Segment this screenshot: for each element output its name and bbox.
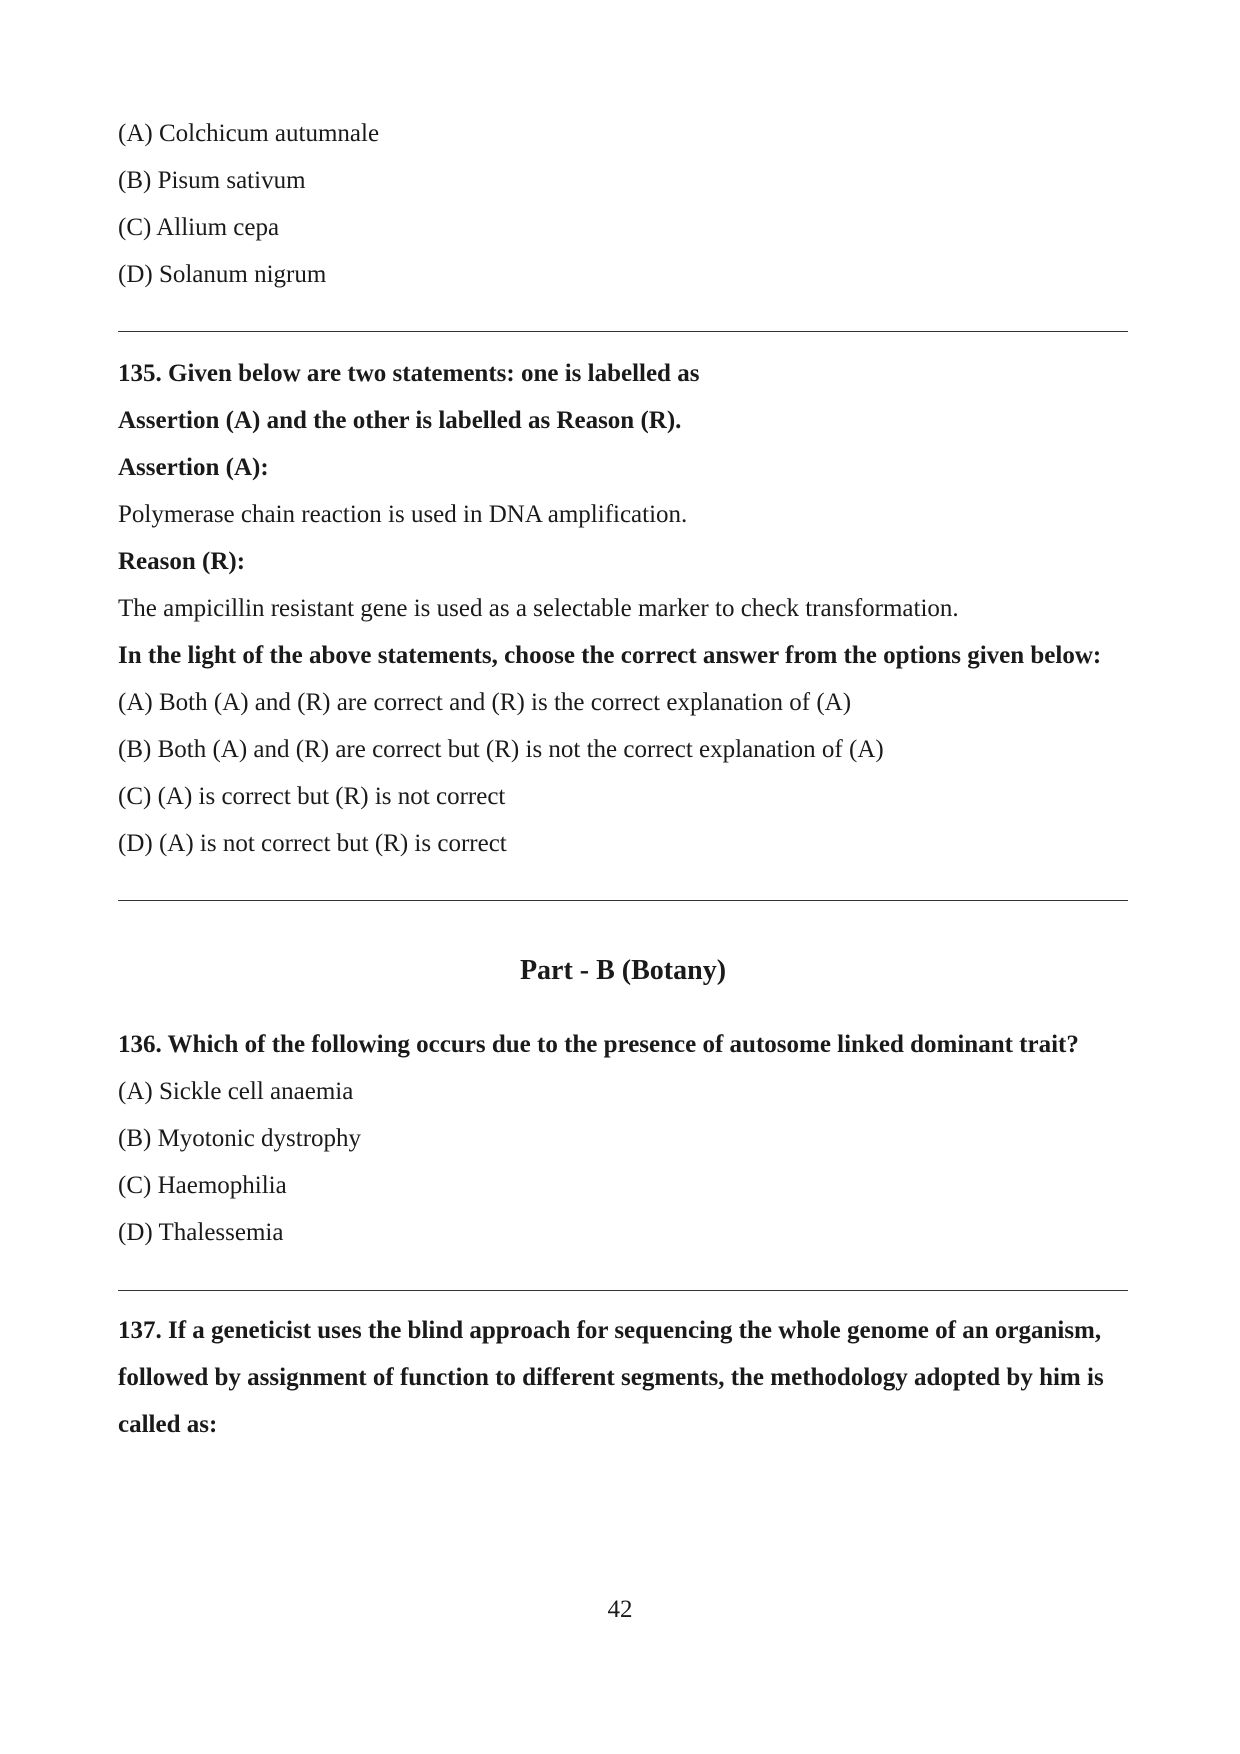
- section-heading: Part - B (Botany): [519, 955, 727, 986]
- q135-option-b: (B) Both (A) and (R) are correct but (R) is not the correct explanation of (A): [118, 736, 884, 763]
- exam-page: [118, 110, 1128, 1448]
- q135-option-d: (D) (A) is not correct but (R) is correct: [118, 830, 507, 857]
- q135-instruction: In the light of the above statements, choose the correct answer from the options given below:: [118, 642, 1102, 669]
- q135-reason-label: Reason (R):: [118, 548, 246, 575]
- divider: [118, 331, 1128, 332]
- divider: [118, 1290, 1128, 1291]
- q135-option-a: (A) Both (A) and (R) are correct and (R) is the correct explanation of (A): [118, 689, 852, 716]
- q135-option-c: (C) (A) is correct but (R) is not correct: [118, 783, 506, 810]
- q134-option-c: (C) Allium cepa: [118, 214, 280, 241]
- q134-options: [118, 110, 1128, 298]
- q137-stem: 137. If a geneticist uses the blind approach for sequencing the whole genome of an organism, followed by assignment of function to different segments, the methodology adopted by him is called as:: [118, 1317, 1104, 1438]
- question-135: [118, 350, 1128, 867]
- q135-assertion-label: Assertion (A):: [118, 454, 269, 481]
- q135-stem-line1: 135. Given below are two statements: one is labelled as: [118, 360, 700, 387]
- q136-option-d: (D) Thalessemia: [118, 1219, 284, 1246]
- divider: [118, 900, 1128, 901]
- question-137: [118, 1307, 1128, 1448]
- q135-assertion-text: Polymerase chain reaction is used in DNA amplification.: [118, 501, 688, 528]
- q134-option-d: (D) Solanum nigrum: [118, 261, 327, 288]
- q135-reason-text: The ampicillin resistant gene is used as a selectable marker to check transformation.: [118, 595, 959, 622]
- q136-stem: 136. Which of the following occurs due to the presence of autosome linked dominant trait?: [118, 1031, 1079, 1058]
- q135-stem-line2: Assertion (A) and the other is labelled as Reason (R).: [118, 407, 682, 434]
- q136-option-b: (B) Myotonic dystrophy: [118, 1125, 362, 1152]
- question-136: [118, 1021, 1128, 1256]
- page-number: 42: [607, 1596, 633, 1623]
- q136-option-c: (C) Haemophilia: [118, 1172, 287, 1199]
- q134-option-b: (B) Pisum sativum: [118, 167, 306, 194]
- q134-option-a: (A) Colchicum autumnale: [118, 120, 380, 147]
- q136-option-a: (A) Sickle cell anaemia: [118, 1078, 354, 1105]
